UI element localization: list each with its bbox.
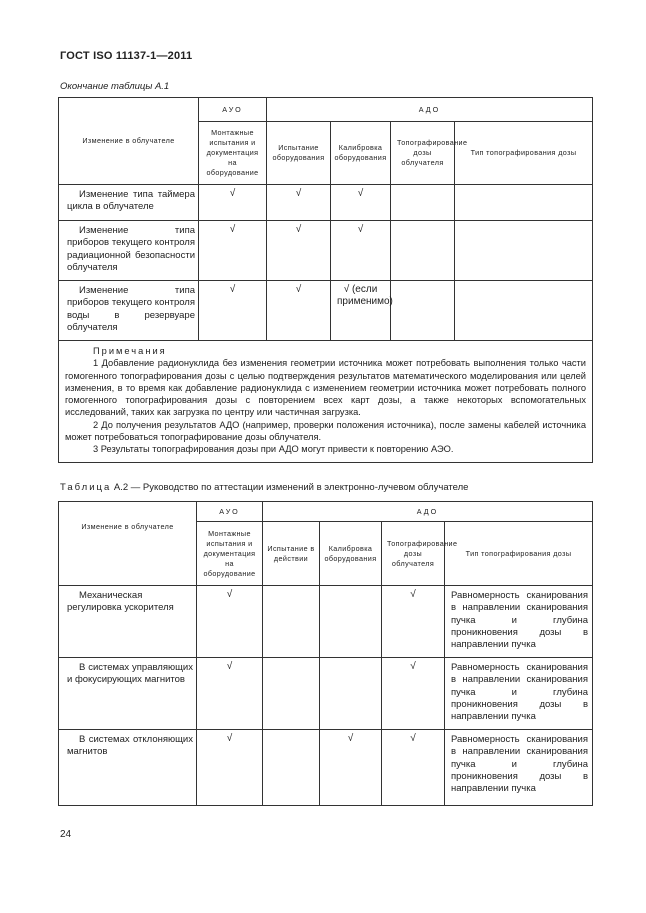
cell-calib: √ [331, 221, 391, 281]
cell-topo: √ [382, 586, 445, 658]
header-type: Тип топографирования дозы [455, 122, 593, 185]
cell-test: √ [267, 221, 331, 281]
table-row [59, 221, 593, 281]
header-install: Монтажные испытания и документация на оборудование [197, 522, 263, 586]
cell-test [263, 586, 320, 658]
row-label: В системах отклоняющих магнитов [67, 734, 193, 758]
cell-test: √ [267, 281, 331, 341]
cell-type [455, 221, 593, 281]
cell-calib: √ [320, 730, 382, 806]
table2 [58, 501, 593, 806]
cell-test: √ [267, 185, 331, 221]
header-change: Изменение в облучателе [59, 98, 199, 185]
header-install: Монтажные испытания и документация на оборудование [199, 122, 267, 185]
cell-topo [391, 185, 455, 221]
header-type: Тип топографирования дозы [445, 522, 593, 586]
table2-caption [60, 482, 468, 493]
cell-type [455, 281, 593, 341]
note-item: 2 До получения результатов АДО (например, проверки положения источника), после замены кабелей источника может потребоваться топографирование дозы облучателя. [65, 419, 586, 443]
note-item: 1 Добавление радионуклида без изменения геометрии источника может потребовать выполнения только части гомогенного топографирования дозы с целью подтверждения результатов математического моделирования или целей изменения, в то время как добавление радионуклида с изменением геометрии источника может потребовать полного гомогенного топографирования дозы с повторением всех карт дозы, а также некоторых вспомогательных исследований, таких как загрузка по центру или частичная загрузка. [65, 358, 586, 418]
header-group-ado: АДО [267, 98, 593, 122]
notes-title: Примечания [93, 346, 167, 356]
cell-auo: √ [197, 586, 263, 658]
header-topo: Топографирование дозы облучателя [391, 122, 455, 185]
cell-calib [320, 658, 382, 730]
note-item: 3 Результаты топографирования дозы при АДО могут привести к повторению АЭО. [93, 444, 454, 455]
table-row [59, 281, 593, 341]
cell-test [263, 730, 320, 806]
row-label: Изменение типа таймера цикла в облучателе [67, 189, 195, 213]
table1-caption: Окончание таблицы А.1 [60, 81, 170, 92]
header-topo: Топографирование дозы облучателя [382, 522, 445, 586]
cell-topo [391, 221, 455, 281]
cell-topo: √ [382, 658, 445, 730]
page-number: 24 [60, 829, 72, 840]
cell-auo: √ [199, 221, 267, 281]
cell-type: Равномерность сканирования в направлении сканирования пучка и глубина проникновения дозы в направлении пучка [445, 730, 593, 806]
document-code: ГОСТ ISO 11137-1—2011 [60, 50, 193, 62]
cell-topo [391, 281, 455, 341]
header-test: Испытание в действии [263, 522, 320, 586]
cell-calib: √ (если применимо) [331, 281, 391, 341]
table-row [59, 730, 593, 806]
table2-caption-prefix: Таблица [60, 482, 112, 493]
cell-type: Равномерность сканирования в направлении сканирования пучка и глубина проникновения дозы в направлении пучка [445, 586, 593, 658]
table2-caption-text: А.2 — Руководство по аттестации изменений в электронно-лучевом облучателе [113, 482, 469, 493]
row-label: Изменение типа приборов текущего контроля воды в резервуаре облучателя [67, 285, 195, 333]
table1-notes [59, 341, 593, 463]
row-label: Изменение типа приборов текущего контроля радиационной безопасности облучателя [67, 225, 195, 273]
header-change: Изменение в облучателе [59, 502, 197, 586]
cell-calib: √ [331, 185, 391, 221]
row-label: Механическая регулировка ускорителя [67, 590, 174, 614]
header-calib: Калибровка оборудования [320, 522, 382, 586]
cell-auo: √ [199, 185, 267, 221]
cell-auo: √ [199, 281, 267, 341]
cell-type [455, 185, 593, 221]
table-row [59, 185, 593, 221]
table1 [58, 97, 593, 463]
header-group-ado: АДО [263, 502, 593, 522]
cell-calib [320, 586, 382, 658]
table-row [59, 658, 593, 730]
cell-topo: √ [382, 730, 445, 806]
table-row [59, 586, 593, 658]
cell-type: Равномерность сканирования в направлении сканирования пучка и глубина проникновения дозы в направлении пучка [445, 658, 593, 730]
cell-auo: √ [197, 730, 263, 806]
row-label: В системах управляющих и фокусирующих магнитов [67, 662, 193, 686]
cell-auo: √ [197, 658, 263, 730]
cell-test [263, 658, 320, 730]
header-test: Испытание оборудования [267, 122, 331, 185]
header-group-auo: АУО [197, 502, 263, 522]
header-calib: Калибровка оборудования [331, 122, 391, 185]
header-group-auo: АУО [199, 98, 267, 122]
